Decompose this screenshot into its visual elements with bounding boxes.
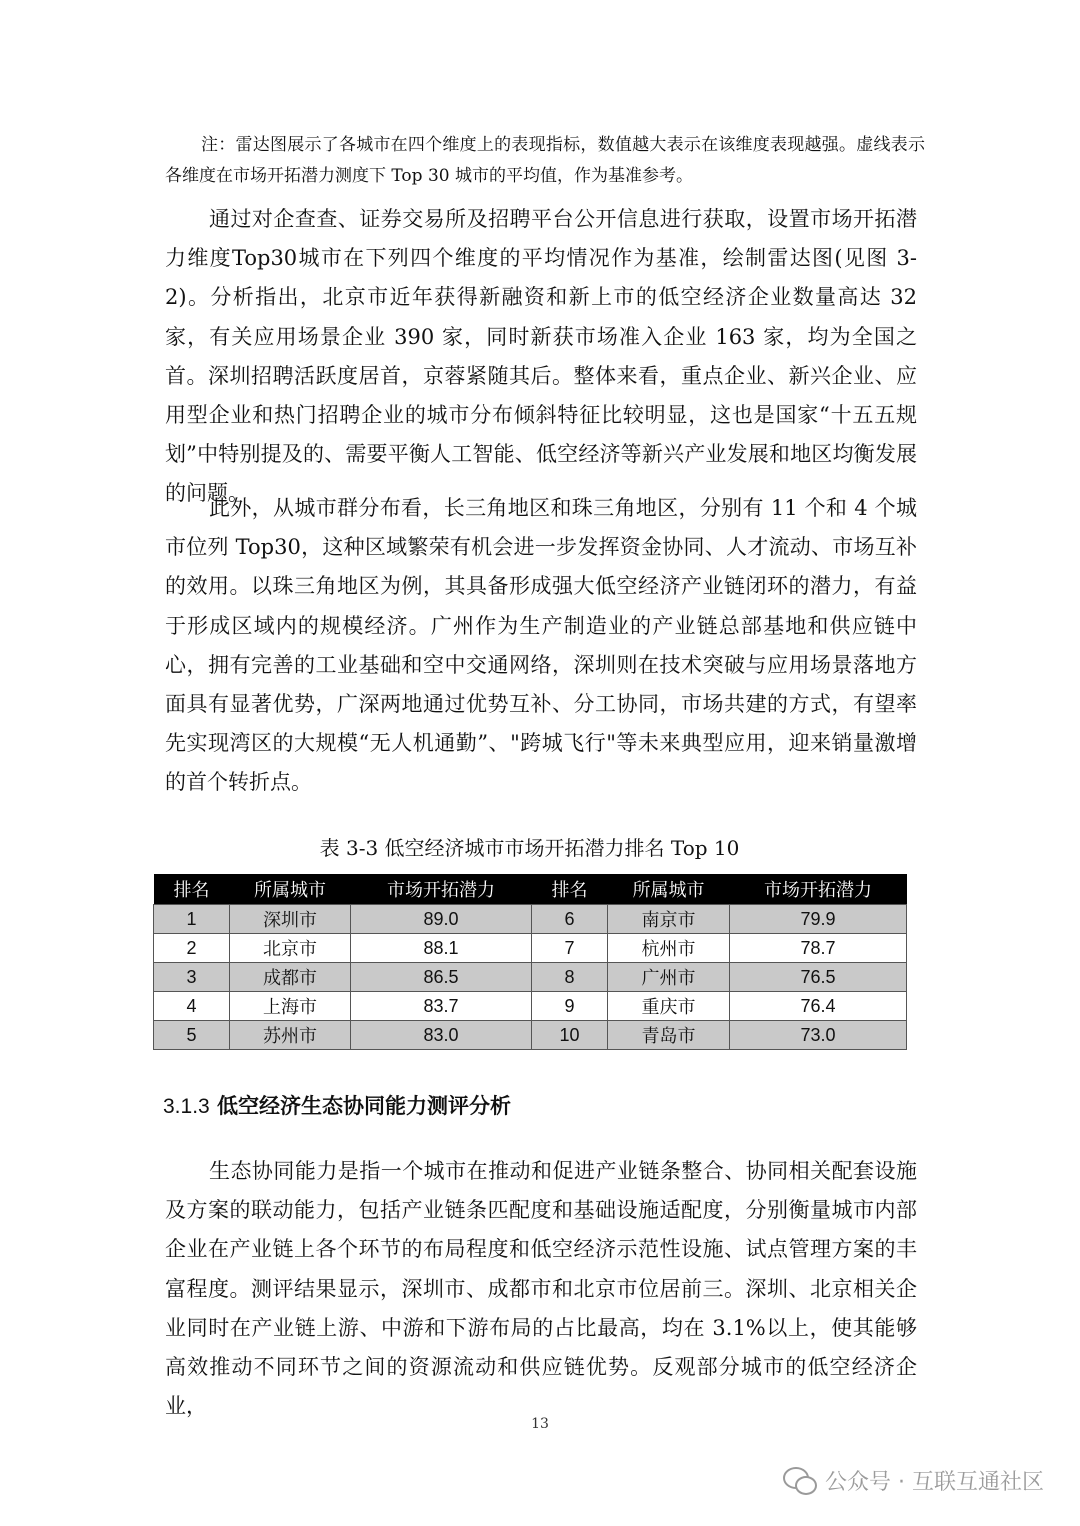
potential-cell: 73.0 [730,1021,907,1050]
city-cell: 上海市 [230,992,351,1021]
city-cell: 重庆市 [608,992,730,1021]
city-cell: 苏州市 [230,1021,351,1050]
header-city: 所属城市 [608,874,730,905]
potential-cell: 78.7 [730,934,907,963]
table-header-row [154,874,907,905]
radar-chart-note: 注：雷达图展示了各城市在四个维度上的表现指标，数值越大表示在该维度表现越强。虚线表示各维度在市场开拓潜力测度下 Top 30 城市的平均值，作为基准参考。 [165,135,925,186]
city-cell: 南京市 [608,905,730,934]
table-row [154,963,907,992]
table-row [154,1021,907,1050]
ranking-table [153,874,907,1050]
potential-cell: 76.4 [730,992,907,1021]
potential-cell: 88.1 [351,934,532,963]
city-cell: 深圳市 [230,905,351,934]
rank-cell: 6 [532,905,608,934]
section-title: 低空经济生态协同能力测评分析 [217,1094,512,1118]
section-number: 3.1.3 [163,1095,210,1118]
rank-cell: 3 [154,963,230,992]
wechat-icon [783,1467,817,1495]
rank-cell: 7 [532,934,608,963]
header-rank: 排名 [532,874,608,905]
potential-cell: 79.9 [730,905,907,934]
rank-cell: 10 [532,1021,608,1050]
table-row [154,905,907,934]
potential-cell: 83.7 [351,992,532,1021]
rank-cell: 4 [154,992,230,1021]
header-rank: 排名 [154,874,230,905]
city-cell: 杭州市 [608,934,730,963]
rank-cell: 5 [154,1021,230,1050]
header-potential: 市场开拓潜力 [351,874,532,905]
watermark-text: 公众号 · 互联互通社区 [825,1470,1044,1495]
potential-cell: 83.0 [351,1021,532,1050]
rank-cell: 2 [154,934,230,963]
potential-cell: 76.5 [730,963,907,992]
rank-cell: 1 [154,905,230,934]
potential-cell: 89.0 [351,905,532,934]
table-row [154,992,907,1021]
body-paragraph: 生态协同能力是指一个城市在推动和促进产业链条整合、协同相关配套设施及方案的联动能力，包括产业链条匹配度和基础设施适配度，分别衡量城市内部企业在产业链上各个环节的布局程度和低空经济示范性设施、试点管理方案的丰富程度。测评结果显示，深圳市、成都市和北京市位居前三。深圳、北京相关企业同时在产业链上游、中游和下游布局的占比最高，均在 3.1%以上，使其能够高效推动不同环节之间的资源流动和供应链优势。反观部分城市的低空经济企业， [165,1159,917,1419]
table-row [154,934,907,963]
city-cell: 青岛市 [608,1021,730,1050]
city-cell: 北京市 [230,934,351,963]
watermark [783,1465,1044,1496]
rank-cell: 8 [532,963,608,992]
city-cell: 广州市 [608,963,730,992]
page-number: 13 [531,1416,549,1432]
header-city: 所属城市 [230,874,351,905]
potential-cell: 86.5 [351,963,532,992]
section-heading [163,1090,511,1120]
table-caption: 表 3-3 低空经济城市市场开拓潜力排名 Top 10 [319,836,740,860]
header-potential: 市场开拓潜力 [730,874,907,905]
city-cell: 成都市 [230,963,351,992]
rank-cell: 9 [532,992,608,1021]
body-paragraph: 此外，从城市群分布看，长三角地区和珠三角地区，分别有 11 个和 4 个城市位列 Top30，这种区域繁荣有机会进一步发挥资金协同、人才流动、市场互补的效用。以珠三角地区为例，其具备形成强大低空经济产业链闭环的潜力，有益于形成区域内的规模经济。广州作为生产制造业的产业链总部基地和供应链中心，拥有完善的工业基础和空中交通网络，深圳则在技术突破与应用场景落地方面具有显著优势，广深两地通过优势互补、分工协同，市场共建的方式，有望率先实现湾区的大规模“无人机通勤”、"跨城飞行"等未来典型应用，迎来销量激增的首个转折点。 [165,496,917,795]
body-paragraph: 通过对企查查、证券交易所及招聘平台公开信息进行获取，设置市场开拓潜力维度Top30城市在下列四个维度的平均情况作为基准，绘制雷达图(见图 3-2)。分析指出，北京市近年获得新融资和新上市的低空经济企业数量高达 32 家，有关应用场景企业 390 家，同时新获市场准入企业 163 家，均为全国之首。深圳招聘活跃度居首，京蓉紧随其后。整体来看，重点企业、新兴企业、应用型企业和热门招聘企业的城市分布倾斜特征比较明显，这也是国家“十五五规划”中特别提及的、需要平衡人工智能、低空经济等新兴产业发展和地区均衡发展的问题。 [165,207,917,506]
